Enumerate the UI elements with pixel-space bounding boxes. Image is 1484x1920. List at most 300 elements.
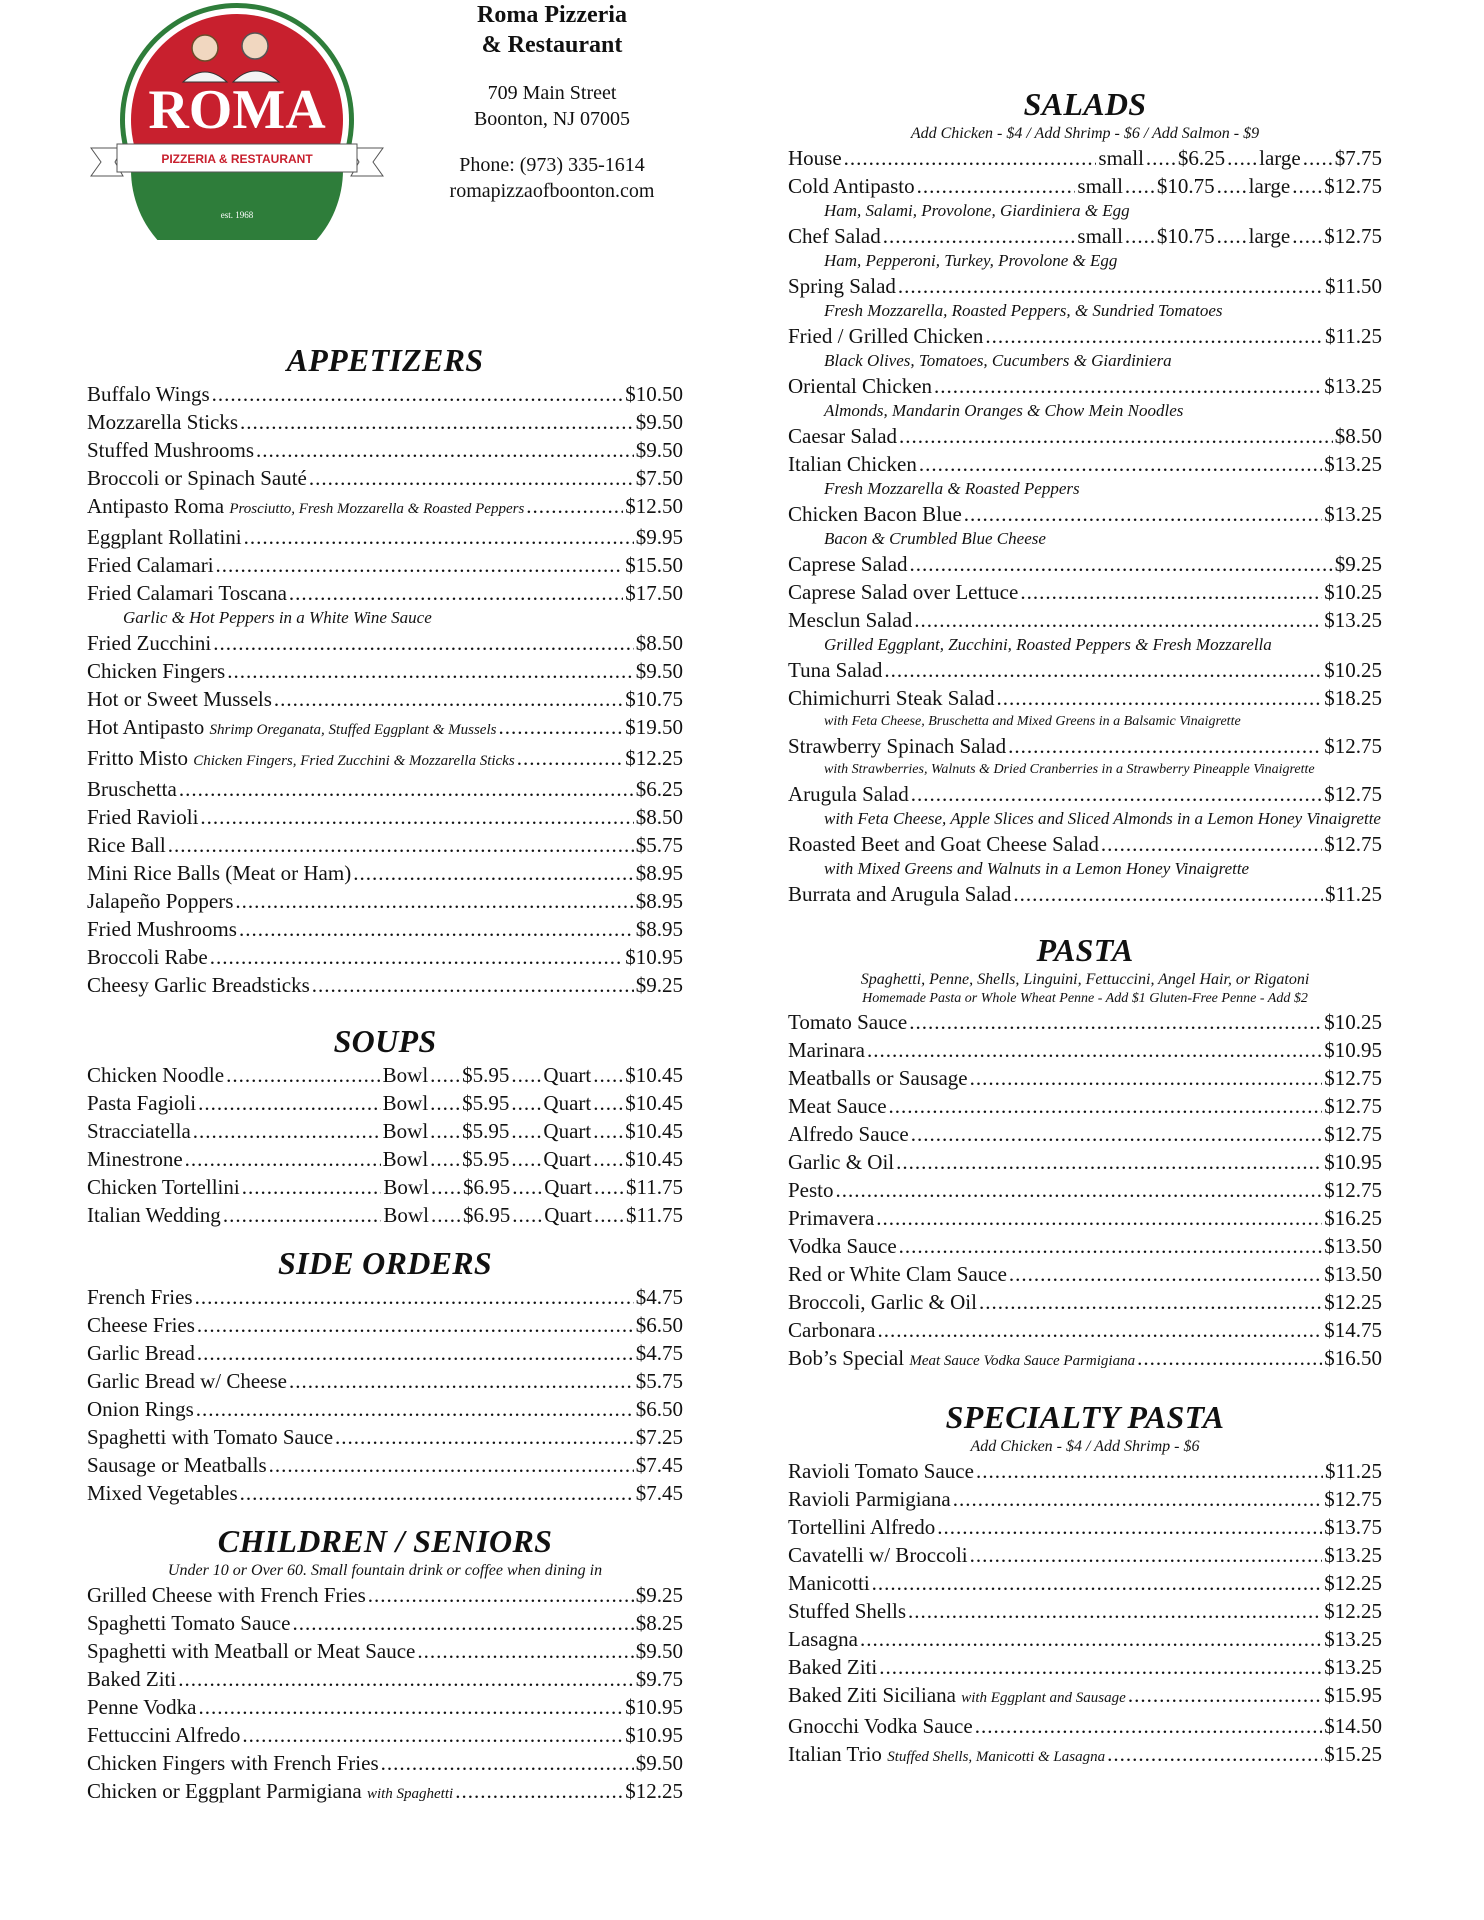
quart-label: Quart xyxy=(543,1147,592,1171)
logo-est: est. 1968 xyxy=(220,210,254,220)
item-price: $15.50 xyxy=(625,553,683,577)
dot-leader xyxy=(1009,1260,1322,1288)
menu-item[interactable] xyxy=(788,1316,1382,1344)
menu-item[interactable] xyxy=(87,551,683,579)
menu-item[interactable] xyxy=(87,629,683,657)
item-name-text: Italian Chicken xyxy=(788,452,917,476)
menu-item[interactable] xyxy=(788,1653,1382,1681)
restaurant-name-line1: Roma Pizzeria xyxy=(477,2,627,28)
item-description: with Strawberries, Walnuts & Dried Cranberries in a Strawberry Pineapple Vinaigrette xyxy=(824,762,1315,777)
item-name xyxy=(87,1637,415,1665)
dot-leader xyxy=(226,1061,381,1089)
dot-leader xyxy=(1020,578,1322,606)
menu-item[interactable] xyxy=(788,684,1382,712)
item-name xyxy=(788,1064,968,1092)
menu-item[interactable] xyxy=(87,1311,683,1339)
item-price: $12.75 xyxy=(1324,782,1382,806)
dot-leader xyxy=(430,1061,460,1089)
item-name-text: Penne Vodka xyxy=(87,1695,197,1719)
menu-item[interactable] xyxy=(87,464,683,492)
item-price: $13.25 xyxy=(1324,452,1382,476)
menu-item[interactable] xyxy=(87,1089,683,1117)
menu-item[interactable] xyxy=(87,1283,683,1311)
item-name xyxy=(788,1653,877,1681)
menu-item[interactable] xyxy=(788,1120,1382,1148)
dot-leader xyxy=(244,523,634,551)
pasta-section xyxy=(788,930,1382,1375)
dot-leader xyxy=(212,380,624,408)
item-name-text: Fried Calamari xyxy=(87,553,214,577)
item-price: $13.25 xyxy=(1324,374,1382,398)
dot-leader xyxy=(511,1145,541,1173)
item-price: $11.25 xyxy=(1325,324,1382,348)
menu-item[interactable] xyxy=(788,1008,1382,1036)
dot-leader xyxy=(431,1201,461,1229)
item-name-text: Alfredo Sauce xyxy=(788,1122,909,1146)
item-name xyxy=(87,915,237,943)
menu-item[interactable] xyxy=(87,1637,683,1665)
menu-item[interactable] xyxy=(87,1609,683,1637)
item-description: Ham, Salami, Provolone, Giardiniera & Egg xyxy=(824,201,1130,220)
item-price: $15.95 xyxy=(1324,1683,1382,1707)
item-name-text: Italian Trio xyxy=(788,1742,882,1766)
dot-leader xyxy=(197,1339,634,1367)
item-price: $11.50 xyxy=(1325,274,1382,298)
dot-leader xyxy=(876,1204,1322,1232)
item-name-text: Fried Ravioli xyxy=(87,805,199,829)
left-column xyxy=(87,0,683,1808)
item-name-text: Pesto xyxy=(788,1178,834,1202)
item-description: with Feta Cheese, Bruschetta and Mixed Greens in a Balsamic Vinaigrette xyxy=(824,714,1241,729)
dot-leader xyxy=(455,1777,623,1805)
item-price: $9.50 xyxy=(635,438,683,462)
dot-leader xyxy=(1137,1344,1322,1372)
item-name-text: Jalapeño Poppers xyxy=(87,889,234,913)
section-note: Homemade Pasta or Whole Wheat Penne - Add $1 Gluten-Free Penne - Add $2 xyxy=(862,991,1308,1006)
item-price: $12.25 xyxy=(1324,1290,1382,1314)
item-price: $12.75 xyxy=(1324,734,1382,758)
menu-item[interactable] xyxy=(788,1064,1382,1092)
dot-leader xyxy=(883,222,1076,250)
item-name xyxy=(87,657,225,685)
bowl-label: Bowl xyxy=(382,1119,429,1143)
item-name-text: Tomato Sauce xyxy=(788,1010,908,1034)
menu-item[interactable] xyxy=(788,372,1382,400)
dot-leader xyxy=(512,1201,542,1229)
dot-leader xyxy=(1292,172,1322,200)
dot-leader xyxy=(1217,222,1247,250)
item-price: $10.50 xyxy=(625,382,683,406)
item-name xyxy=(87,1395,194,1423)
menu-item[interactable] xyxy=(87,775,683,803)
item-name-text: Fritto Misto xyxy=(87,746,188,770)
dot-leader xyxy=(242,1721,623,1749)
item-name-text: Chicken or Eggplant Parmigiana xyxy=(87,1779,362,1803)
item-name-text: Stuffed Mushrooms xyxy=(87,438,255,462)
menu-item[interactable] xyxy=(87,1117,683,1145)
dot-leader xyxy=(937,1513,1322,1541)
menu-item[interactable] xyxy=(788,1092,1382,1120)
item-name-text: Broccoli Rabe xyxy=(87,945,208,969)
item-name-text: Tuna Salad xyxy=(788,658,883,682)
item-name-text: Ravioli Parmigiana xyxy=(788,1487,951,1511)
item-price: $9.75 xyxy=(635,1667,683,1691)
menu-item[interactable] xyxy=(87,1061,683,1089)
item-name-text: Tortellini Alfredo xyxy=(788,1515,936,1539)
item-name-text: Caesar Salad xyxy=(788,424,898,448)
dot-leader xyxy=(269,1451,634,1479)
dot-leader xyxy=(430,1145,460,1173)
menu-item[interactable] xyxy=(87,1173,683,1201)
dot-leader xyxy=(953,1485,1323,1513)
menu-item[interactable] xyxy=(788,172,1382,200)
item-price: $12.75 xyxy=(1324,832,1382,856)
dot-leader xyxy=(335,1423,634,1451)
website[interactable]: romapizzaofboonton.com xyxy=(449,180,655,202)
specialty-pasta-section xyxy=(788,1397,1382,1771)
section-title: PASTA xyxy=(1036,932,1134,968)
item-price: $7.45 xyxy=(635,1481,683,1505)
small-price: $6.25 xyxy=(1177,146,1226,170)
item-price: $5.75 xyxy=(635,833,683,857)
item-name-text: Oriental Chicken xyxy=(788,374,933,398)
dot-leader xyxy=(210,943,624,971)
menu-item[interactable] xyxy=(87,408,683,436)
dot-leader xyxy=(1217,172,1247,200)
item-name xyxy=(87,1367,287,1395)
menu-item[interactable] xyxy=(788,422,1382,450)
item-name-text: Broccoli, Garlic & Oil xyxy=(788,1290,977,1314)
item-name xyxy=(788,830,1099,858)
item-description: Fresh Mozzarella & Roasted Peppers xyxy=(824,479,1080,498)
menu-item[interactable] xyxy=(788,1288,1382,1316)
item-name xyxy=(87,436,254,464)
menu-item[interactable] xyxy=(87,1581,683,1609)
dot-leader xyxy=(517,744,624,772)
item-price: $13.25 xyxy=(1324,608,1382,632)
item-name-text: Spaghetti with Tomato Sauce xyxy=(87,1425,334,1449)
item-price: $9.95 xyxy=(635,525,683,549)
menu-item[interactable] xyxy=(788,656,1382,684)
salads-section xyxy=(788,84,1382,908)
dot-leader xyxy=(430,1117,460,1145)
menu-item[interactable] xyxy=(788,322,1382,350)
item-name xyxy=(788,578,1018,606)
dot-leader xyxy=(899,422,1333,450)
item-name xyxy=(788,1681,1126,1712)
menu-item[interactable] xyxy=(87,803,683,831)
item-name-text: Mesclun Salad xyxy=(788,608,913,632)
item-name xyxy=(87,831,166,859)
menu-item[interactable] xyxy=(788,222,1382,250)
item-name xyxy=(87,1311,195,1339)
menu-item[interactable] xyxy=(788,1712,1382,1740)
item-price: $11.25 xyxy=(1325,1459,1382,1483)
item-name-text: Marinara xyxy=(788,1038,865,1062)
dot-leader xyxy=(867,1036,1322,1064)
menu-item[interactable] xyxy=(87,971,683,999)
section-title: SOUPS xyxy=(333,1023,437,1059)
dot-leader xyxy=(593,1061,623,1089)
item-price: $13.25 xyxy=(1324,1627,1382,1651)
bowl-label: Bowl xyxy=(382,1091,429,1115)
item-name xyxy=(788,1740,1105,1771)
section-title: SALADS xyxy=(1023,86,1147,122)
dot-leader xyxy=(877,1316,1322,1344)
item-price: $10.25 xyxy=(1324,658,1382,682)
menu-item[interactable] xyxy=(87,1367,683,1395)
menu-item[interactable] xyxy=(87,1395,683,1423)
menu-item[interactable] xyxy=(87,915,683,943)
menu-item[interactable] xyxy=(87,831,683,859)
dot-leader xyxy=(289,579,623,607)
dot-leader xyxy=(985,322,1323,350)
menu-item[interactable] xyxy=(788,1625,1382,1653)
menu-item[interactable] xyxy=(788,1597,1382,1625)
item-price: $10.25 xyxy=(1324,580,1382,604)
item-price: $13.25 xyxy=(1324,1543,1382,1567)
menu-item[interactable] xyxy=(87,859,683,887)
menu-item[interactable] xyxy=(87,657,683,685)
item-name xyxy=(87,1283,193,1311)
menu-item[interactable] xyxy=(87,1145,683,1173)
dot-leader xyxy=(872,1569,1323,1597)
menu-item[interactable] xyxy=(87,744,683,775)
item-price: $9.50 xyxy=(635,1639,683,1663)
menu-item[interactable] xyxy=(788,272,1382,300)
restaurant-info xyxy=(422,0,682,204)
item-name xyxy=(788,684,994,712)
menu-item[interactable] xyxy=(87,887,683,915)
dot-leader xyxy=(368,1581,634,1609)
dot-leader xyxy=(979,1288,1322,1316)
quart-label: Quart xyxy=(543,1063,592,1087)
item-name: Chef Salad xyxy=(788,224,881,248)
item-description: with Mixed Greens and Walnuts in a Lemon Honey Vinaigrette xyxy=(824,859,1250,878)
menu-item[interactable] xyxy=(788,1681,1382,1712)
menu-item[interactable] xyxy=(788,1176,1382,1204)
spacer xyxy=(788,1375,1382,1397)
item-name xyxy=(87,1339,195,1367)
roma-logo xyxy=(87,0,387,240)
item-name xyxy=(788,606,912,634)
item-price: $10.75 xyxy=(625,687,683,711)
item-name-text: Cavatelli w/ Broccoli xyxy=(788,1543,968,1567)
menu-item[interactable] xyxy=(87,579,683,607)
menu-item[interactable] xyxy=(87,1451,683,1479)
item-name-text: Primavera xyxy=(788,1206,875,1230)
item-price: $10.95 xyxy=(1324,1150,1382,1174)
dot-leader xyxy=(196,1395,634,1423)
menu-item[interactable] xyxy=(87,713,683,744)
small-price: $10.75 xyxy=(1156,224,1215,248)
section-note: Under 10 or Over 60. Small fountain drink or coffee when dining in xyxy=(167,1562,603,1579)
dot-leader xyxy=(844,144,1097,172)
quart-label: Quart xyxy=(543,1119,592,1143)
menu-item[interactable] xyxy=(87,1777,683,1808)
item-price: $8.50 xyxy=(635,805,683,829)
item-name-text: Strawberry Spinach Salad xyxy=(788,734,1007,758)
item-name xyxy=(87,523,242,551)
item-name xyxy=(87,1581,366,1609)
item-name xyxy=(788,1485,951,1513)
item-name-text: Garlic & Oil xyxy=(788,1150,895,1174)
item-name-text: Lasagna xyxy=(788,1627,858,1651)
dot-leader xyxy=(976,1457,1323,1485)
item-name-text: Meatballs or Sausage xyxy=(788,1066,968,1090)
dot-leader xyxy=(511,1089,541,1117)
item-name xyxy=(788,1036,865,1064)
large-price: $12.75 xyxy=(1324,224,1382,248)
dot-leader xyxy=(1013,880,1323,908)
spacer xyxy=(87,999,683,1021)
menu-item[interactable] xyxy=(788,606,1382,634)
item-name-text: Broccoli or Spinach Sauté xyxy=(87,466,307,490)
menu-item[interactable] xyxy=(788,450,1382,478)
item-name xyxy=(87,408,238,436)
dot-leader xyxy=(309,464,634,492)
menu-item[interactable] xyxy=(87,523,683,551)
bowl-label: Bowl xyxy=(382,1063,429,1087)
menu-item[interactable] xyxy=(87,1721,683,1749)
dot-leader xyxy=(1292,222,1322,250)
item-price: $10.95 xyxy=(625,945,683,969)
menu-item[interactable] xyxy=(788,1485,1382,1513)
dot-leader xyxy=(899,1232,1323,1260)
item-name xyxy=(788,450,917,478)
item-name xyxy=(87,859,351,887)
menu-item[interactable] xyxy=(87,1339,683,1367)
menu-item[interactable] xyxy=(788,1204,1382,1232)
item-name-text: Chimichurri Steak Salad xyxy=(788,686,995,710)
dot-leader xyxy=(836,1176,1323,1204)
dot-leader xyxy=(593,1145,623,1173)
item-name xyxy=(788,1204,874,1232)
menu-item[interactable] xyxy=(87,380,683,408)
item-name xyxy=(87,943,208,971)
menu-item[interactable] xyxy=(87,436,683,464)
item-name-text: Mozzarella Sticks xyxy=(87,410,239,434)
address-line1: 709 Main Street xyxy=(487,82,617,104)
menu-item[interactable] xyxy=(788,732,1382,760)
item-price: $8.25 xyxy=(635,1611,683,1635)
menu-item[interactable] xyxy=(788,780,1382,808)
item-price: $10.95 xyxy=(625,1723,683,1747)
menu-item[interactable] xyxy=(788,1036,1382,1064)
menu-item[interactable] xyxy=(87,1693,683,1721)
item-name-text: Fried Calamari Toscana xyxy=(87,581,287,605)
menu-item[interactable] xyxy=(788,1260,1382,1288)
menu-item[interactable] xyxy=(788,830,1382,858)
bowl-label: Bowl xyxy=(382,1147,429,1171)
item-name-text: Mini Rice Balls (Meat or Ham) xyxy=(87,861,352,885)
item-price: $12.75 xyxy=(1324,1066,1382,1090)
item-price: $13.75 xyxy=(1324,1515,1382,1539)
menu-item[interactable] xyxy=(788,144,1382,172)
dot-leader xyxy=(526,492,623,520)
item-name xyxy=(788,1597,906,1625)
menu-item[interactable] xyxy=(87,1665,683,1693)
bowl-price: $5.95 xyxy=(462,1119,510,1143)
menu-item[interactable] xyxy=(788,880,1382,908)
item-price: $11.25 xyxy=(1325,882,1382,906)
menu-item[interactable] xyxy=(788,1344,1382,1375)
item-name xyxy=(87,1609,290,1637)
phone: Phone: (973) 335-1614 xyxy=(459,154,645,176)
menu-item[interactable] xyxy=(87,1479,683,1507)
item-price: $12.75 xyxy=(1324,1122,1382,1146)
item-name-text: Chicken Bacon Blue xyxy=(788,502,962,526)
item-name-text: Manicotti xyxy=(788,1571,870,1595)
item-name xyxy=(788,1260,1007,1288)
item-name xyxy=(788,1541,968,1569)
address-line2: Boonton, NJ 07005 xyxy=(473,108,631,130)
item-price: $7.45 xyxy=(635,1453,683,1477)
menu-item[interactable] xyxy=(788,1457,1382,1485)
dot-leader xyxy=(198,1089,381,1117)
dot-leader xyxy=(274,685,623,713)
dot-leader xyxy=(198,1693,623,1721)
item-price: $15.25 xyxy=(1324,1742,1382,1766)
dot-leader xyxy=(240,1479,634,1507)
item-name xyxy=(87,1479,238,1507)
dot-leader xyxy=(975,1712,1323,1740)
item-price: $12.25 xyxy=(625,1779,683,1803)
menu-item[interactable] xyxy=(788,1569,1382,1597)
menu-item[interactable] xyxy=(788,550,1382,578)
menu-item[interactable] xyxy=(788,1513,1382,1541)
right-column xyxy=(788,84,1382,1771)
menu-item[interactable] xyxy=(788,578,1382,606)
item-description: Bacon & Crumbled Blue Cheese xyxy=(824,529,1046,548)
item-name: Pasta Fagioli xyxy=(87,1091,197,1115)
menu-item[interactable] xyxy=(788,1740,1382,1771)
item-price: $6.50 xyxy=(635,1313,683,1337)
dot-leader xyxy=(889,1092,1323,1120)
item-price: $9.50 xyxy=(635,410,683,434)
item-name-text: Grilled Cheese with French Fries xyxy=(87,1583,366,1607)
section-note: Add Chicken - $4 / Add Shrimp - $6 xyxy=(970,1438,1200,1455)
item-price: $9.25 xyxy=(635,973,683,997)
item-name-text: Baked Ziti xyxy=(87,1667,177,1691)
dot-leader xyxy=(917,172,1076,200)
item-name-text: Stuffed Shells xyxy=(788,1599,907,1623)
item-price: $12.50 xyxy=(625,494,683,518)
menu-item[interactable] xyxy=(87,1423,683,1451)
item-price: $13.25 xyxy=(1324,1655,1382,1679)
item-name xyxy=(788,1008,907,1036)
menu-item[interactable] xyxy=(788,1232,1382,1260)
dot-leader xyxy=(593,1117,623,1145)
item-name-text: Baked Ziti xyxy=(788,1655,878,1679)
dot-leader xyxy=(240,408,634,436)
item-price: $8.95 xyxy=(635,861,683,885)
menu-item[interactable] xyxy=(87,1749,683,1777)
item-name-text: Caprese Salad xyxy=(788,552,908,576)
menu-item[interactable] xyxy=(87,492,683,523)
menu-item[interactable] xyxy=(87,1201,683,1229)
menu-item[interactable] xyxy=(788,500,1382,528)
menu-item[interactable] xyxy=(788,1148,1382,1176)
dot-leader xyxy=(353,859,634,887)
item-name xyxy=(788,1457,974,1485)
item-name-text: Fried / Grilled Chicken xyxy=(788,324,984,348)
menu-item[interactable] xyxy=(788,1541,1382,1569)
dot-leader xyxy=(908,1597,1322,1625)
menu-item[interactable] xyxy=(87,685,683,713)
item-name xyxy=(788,1148,894,1176)
menu-item[interactable] xyxy=(87,943,683,971)
